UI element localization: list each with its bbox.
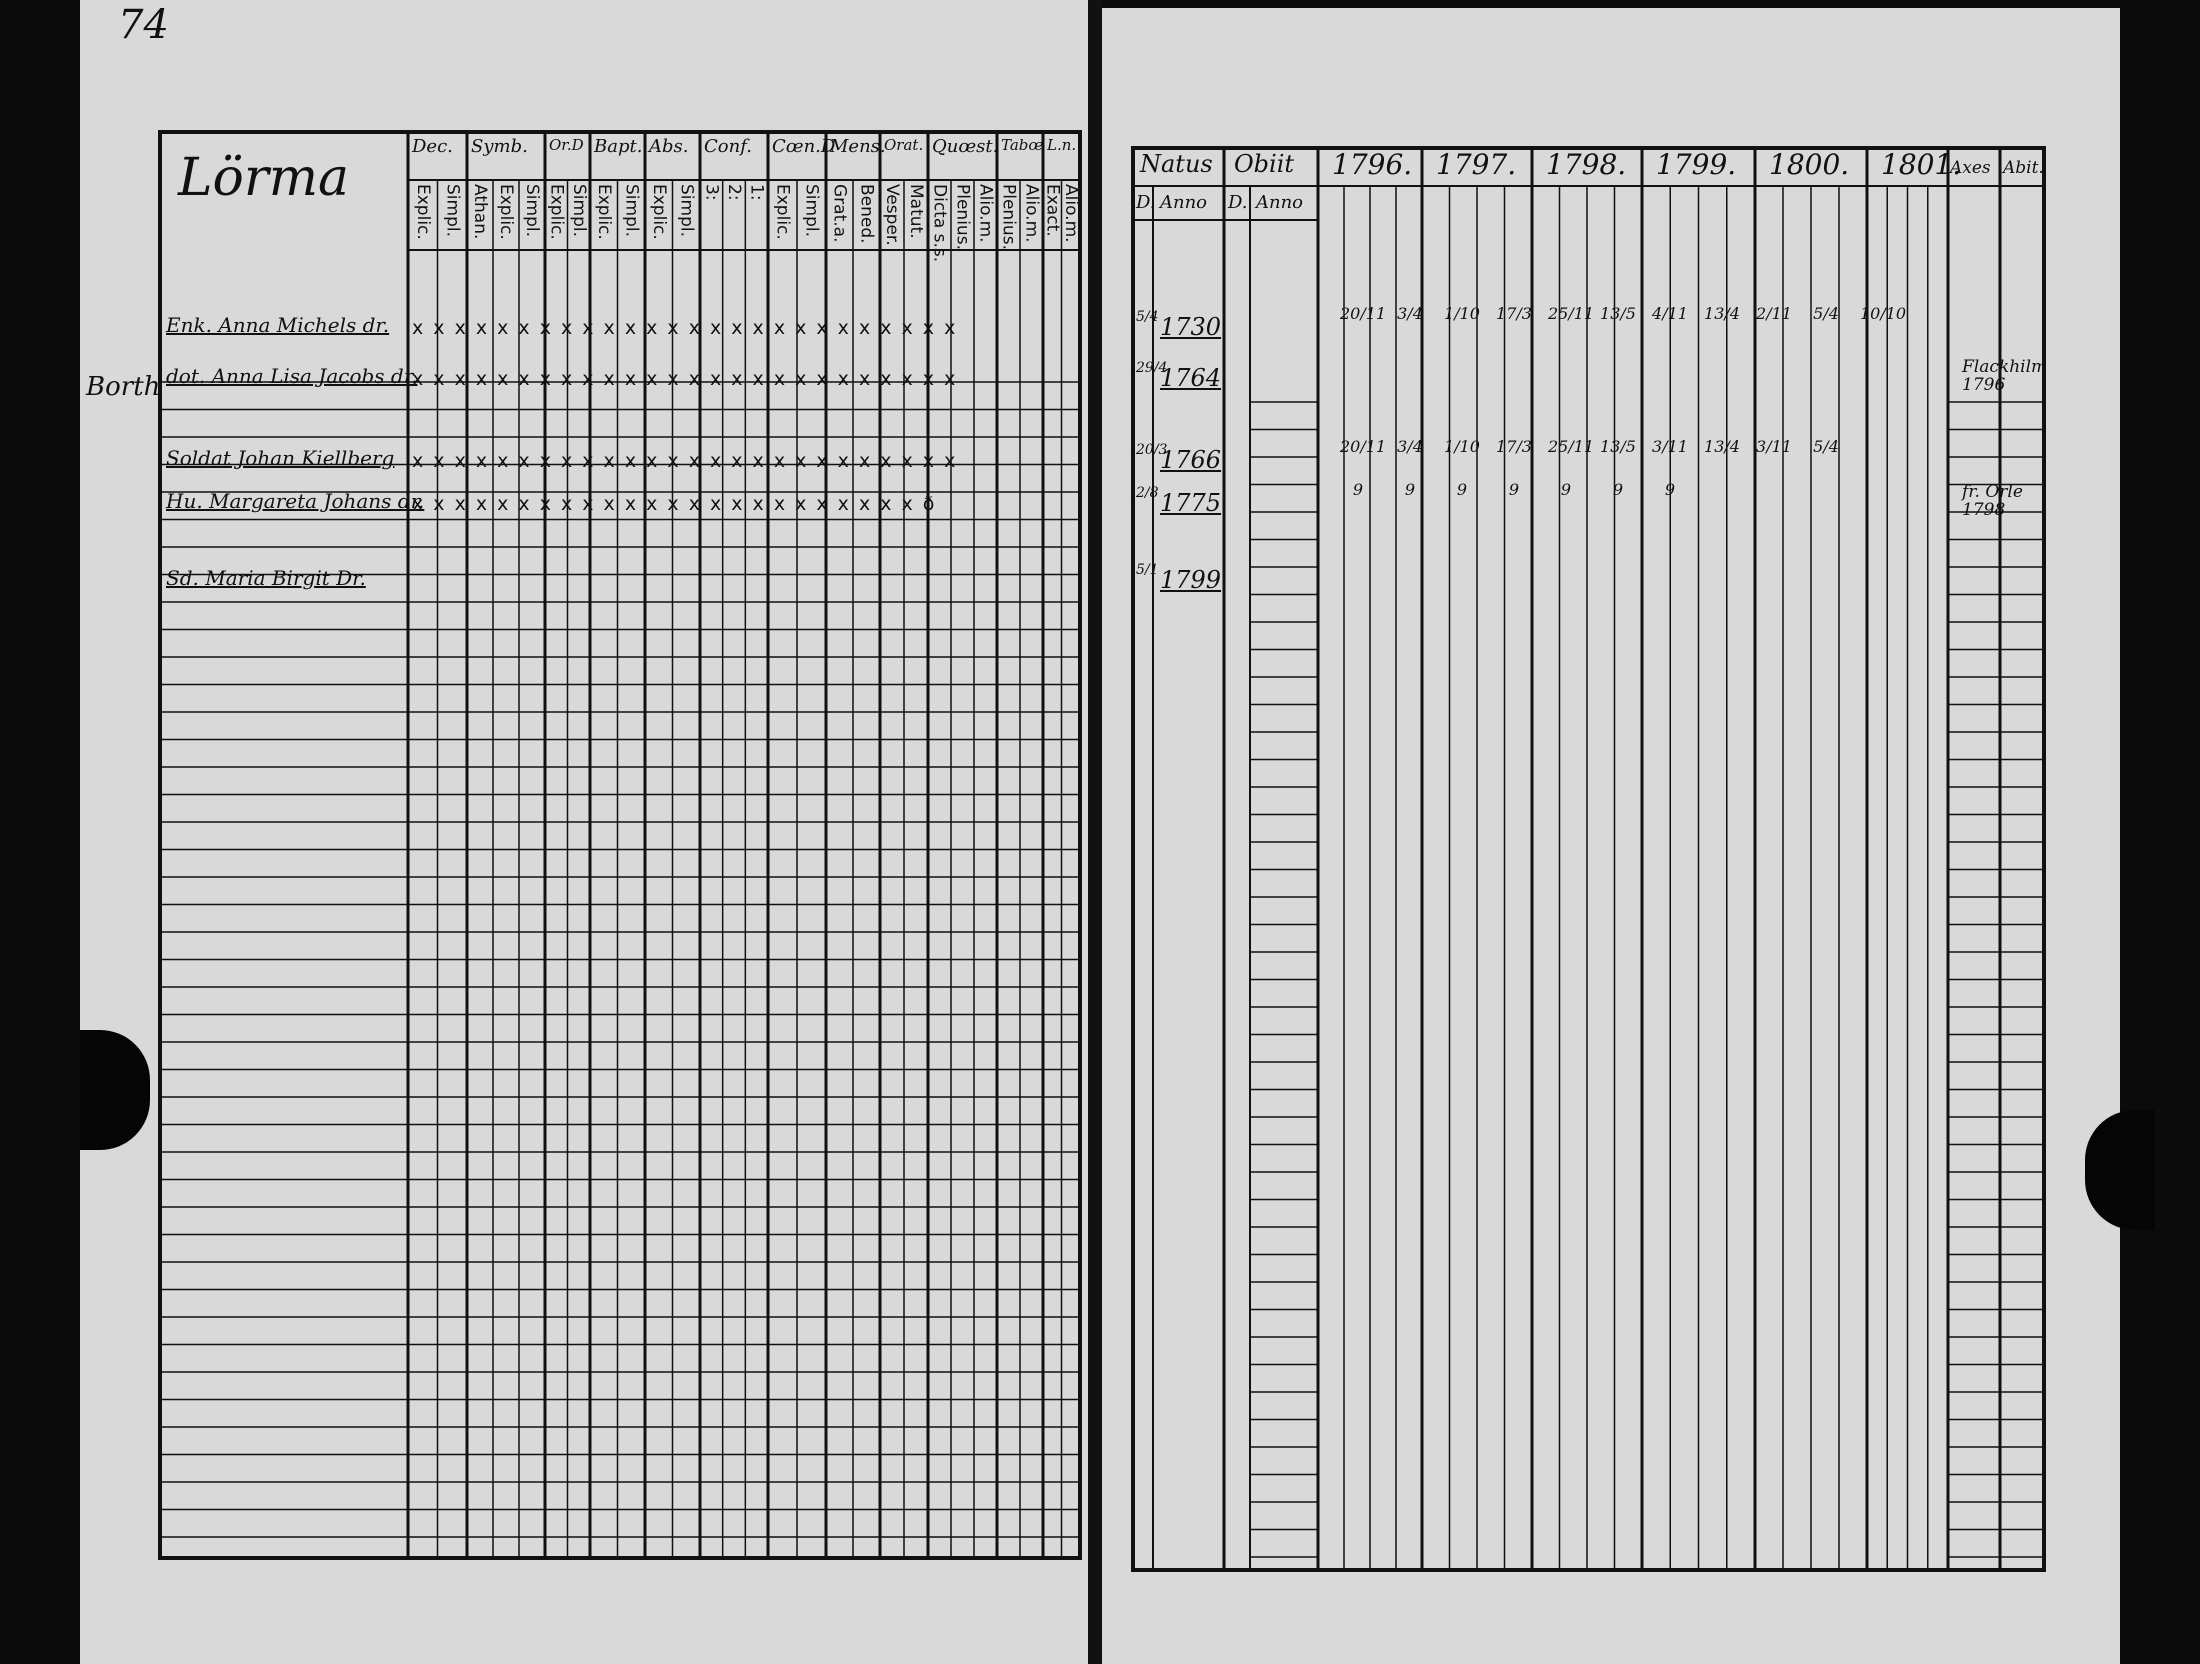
column-header-1: Dec. <box>412 136 453 157</box>
exam-entry-4-3: 9 <box>1456 480 1468 499</box>
birth-year-4: 1775 <box>1160 489 1222 517</box>
column-subheader-11-1: Plenius. <box>998 184 1019 250</box>
column-subheader-5-2: Simpl. <box>676 184 697 237</box>
column-subheader-10-1: Dicta s.s. <box>929 184 950 263</box>
column-subheader-4-1: Explic. <box>593 184 614 240</box>
person-name-1: Enk. Anna Michels dr. <box>166 313 390 337</box>
column-subheader-5-1: Explic. <box>648 184 669 240</box>
exam-marks-3: x x x x x x x x x x x x x x x x x x x x x x x x x x <box>412 450 958 472</box>
exam-entry-4-5: 9 <box>1560 480 1572 499</box>
year-header-1799: 1799. <box>1656 148 1737 181</box>
column-subheader-8-2: Bened. <box>856 184 877 244</box>
year-header-1796: 1796. <box>1332 148 1413 181</box>
column-subheader-10-2: Plenius. <box>952 184 973 250</box>
birth-day-5: 5/1 <box>1136 562 1159 578</box>
column-subheader-11-2: Alio.m. <box>1021 184 1042 243</box>
year-header-1797: 1797. <box>1436 148 1517 181</box>
column-subheader-6-1: 3: <box>701 184 722 201</box>
natus-header: Natus <box>1140 150 1213 178</box>
exam-entry-1-7: 4/11 <box>1652 304 1688 323</box>
abit-note-2: Flackhilm 1796 <box>1962 357 2048 395</box>
exam-entry-3-5: 25/11 <box>1548 437 1595 456</box>
birth-year-2: 1764 <box>1160 364 1222 392</box>
exam-marks-1: x x x x x x x x x x x x x x x x x x x x x x x x x x <box>412 317 958 339</box>
exam-entry-3-7: 3/11 <box>1652 437 1688 456</box>
abit-header: Abit. <box>2003 158 2044 178</box>
year-header-1800: 1800. <box>1769 148 1850 181</box>
column-subheader-3-1: Explic. <box>546 184 567 240</box>
year-header-1801: 1801. <box>1881 148 1962 181</box>
exam-entry-1-11: 10/10 <box>1860 304 1907 323</box>
exam-entry-4-4: 9 <box>1508 480 1520 499</box>
birth-day-3: 20/3 <box>1136 442 1168 458</box>
column-subheader-4-2: Simpl. <box>621 184 642 237</box>
column-subheader-1-2: Simpl. <box>442 184 463 237</box>
exam-entry-1-5: 25/11 <box>1548 304 1595 323</box>
exam-entry-3-4: 17/3 <box>1496 437 1532 456</box>
village-title: Lörma <box>178 148 350 208</box>
abit-note-4: fr. Orle 1798 <box>1962 482 2023 520</box>
column-header-7: Cœn.D <box>772 136 836 157</box>
column-subheader-12-1: Exact. <box>1042 184 1063 237</box>
column-subheader-10-3: Alio.m. <box>975 184 996 243</box>
exam-entry-3-10: 5/4 <box>1813 437 1839 456</box>
column-subheader-7-2: Simpl. <box>801 184 822 237</box>
natus-year-header: Anno <box>1160 192 1208 213</box>
exam-entry-3-8: 13/4 <box>1704 437 1740 456</box>
column-header-4: Bapt. <box>594 136 643 157</box>
exam-entry-1-6: 13/5 <box>1600 304 1636 323</box>
natus-day-header: D. <box>1136 192 1156 213</box>
page-number: 74 <box>118 2 169 48</box>
column-subheader-6-2: 2: <box>724 184 744 201</box>
exam-entry-3-2: 3/4 <box>1397 437 1423 456</box>
column-header-5: Abs. <box>649 136 689 157</box>
exam-entry-3-3: 1/10 <box>1444 437 1480 456</box>
exam-marks-2: x x x x x x x x x x x x x x x x x x x x x x x x x x <box>412 368 958 390</box>
birth-day-4: 2/8 <box>1136 485 1159 501</box>
exam-entry-1-2: 3/4 <box>1397 304 1423 323</box>
obiit-header: Obiit <box>1234 150 1295 178</box>
birth-day-1: 5/4 <box>1136 309 1159 325</box>
exam-entry-1-3: 1/10 <box>1444 304 1480 323</box>
year-header-1798: 1798. <box>1546 148 1627 181</box>
exam-entry-3-9: 3/11 <box>1756 437 1792 456</box>
person-name-2: dot. Anna Lisa Jacobs dr. <box>166 364 418 388</box>
column-subheader-1-1: Explic. <box>412 184 433 240</box>
column-header-2: Symb. <box>471 136 528 157</box>
exam-entry-1-4: 17/3 <box>1496 304 1532 323</box>
column-subheader-9-1: Vesper. <box>882 184 902 246</box>
column-header-9: Orat. <box>884 136 924 154</box>
column-header-6: Conf. <box>704 136 752 157</box>
birth-year-3: 1766 <box>1160 446 1222 474</box>
exam-entry-4-6: 9 <box>1612 480 1624 499</box>
obiit-year-header: Anno <box>1256 192 1304 213</box>
exam-entry-1-8: 13/4 <box>1704 304 1740 323</box>
exam-entry-1-9: 2/11 <box>1756 304 1792 323</box>
obiit-day-header: D. <box>1228 192 1248 213</box>
exam-entry-3-6: 13/5 <box>1600 437 1636 456</box>
exam-entry-1-10: 5/4 <box>1813 304 1839 323</box>
column-subheader-2-2: Explic. <box>496 184 516 240</box>
column-subheader-12-2: Alio.m. <box>1060 184 1081 243</box>
column-header-11: Tabœ <box>1001 136 1044 154</box>
column-subheader-3-2: Simpl. <box>568 184 589 237</box>
birth-year-1: 1730 <box>1160 313 1222 341</box>
column-subheader-2-3: Simpl. <box>522 184 542 237</box>
exam-entry-3-1: 20/11 <box>1340 437 1387 456</box>
column-header-8: Mens. <box>830 136 886 157</box>
column-subheader-8-1: Grat.a. <box>829 184 850 243</box>
birth-day-2: 29/4 <box>1136 360 1168 376</box>
axes-header: Axes <box>1950 158 1991 178</box>
column-subheader-6-3: 1: <box>746 184 767 201</box>
column-header-12: L.n. <box>1047 136 1077 154</box>
person-name-4: Hu. Margareta Johans dr. <box>166 489 425 513</box>
margin-note: Borth <box>86 372 161 402</box>
person-name-3: Soldat Johan Kiellberg <box>166 446 395 470</box>
exam-entry-4-1: 9 <box>1352 480 1364 499</box>
exam-entry-1-1: 20/11 <box>1340 304 1387 323</box>
column-subheader-7-1: Explic. <box>772 184 793 240</box>
column-subheader-9-2: Matut. <box>906 184 926 239</box>
person-name-5: Sd. Maria Birgit Dr. <box>166 566 366 590</box>
column-header-3: Or.D <box>549 136 584 154</box>
column-subheader-2-1: Athan. <box>470 184 490 240</box>
column-header-10: Quœst. <box>932 136 999 157</box>
exam-entry-4-2: 9 <box>1404 480 1416 499</box>
exam-entry-4-7: 9 <box>1664 480 1676 499</box>
exam-marks-4: x x x x x x x x x x x x x x x x x x x x x x x x ð <box>412 493 937 515</box>
birth-year-5: 1799 <box>1160 566 1222 594</box>
